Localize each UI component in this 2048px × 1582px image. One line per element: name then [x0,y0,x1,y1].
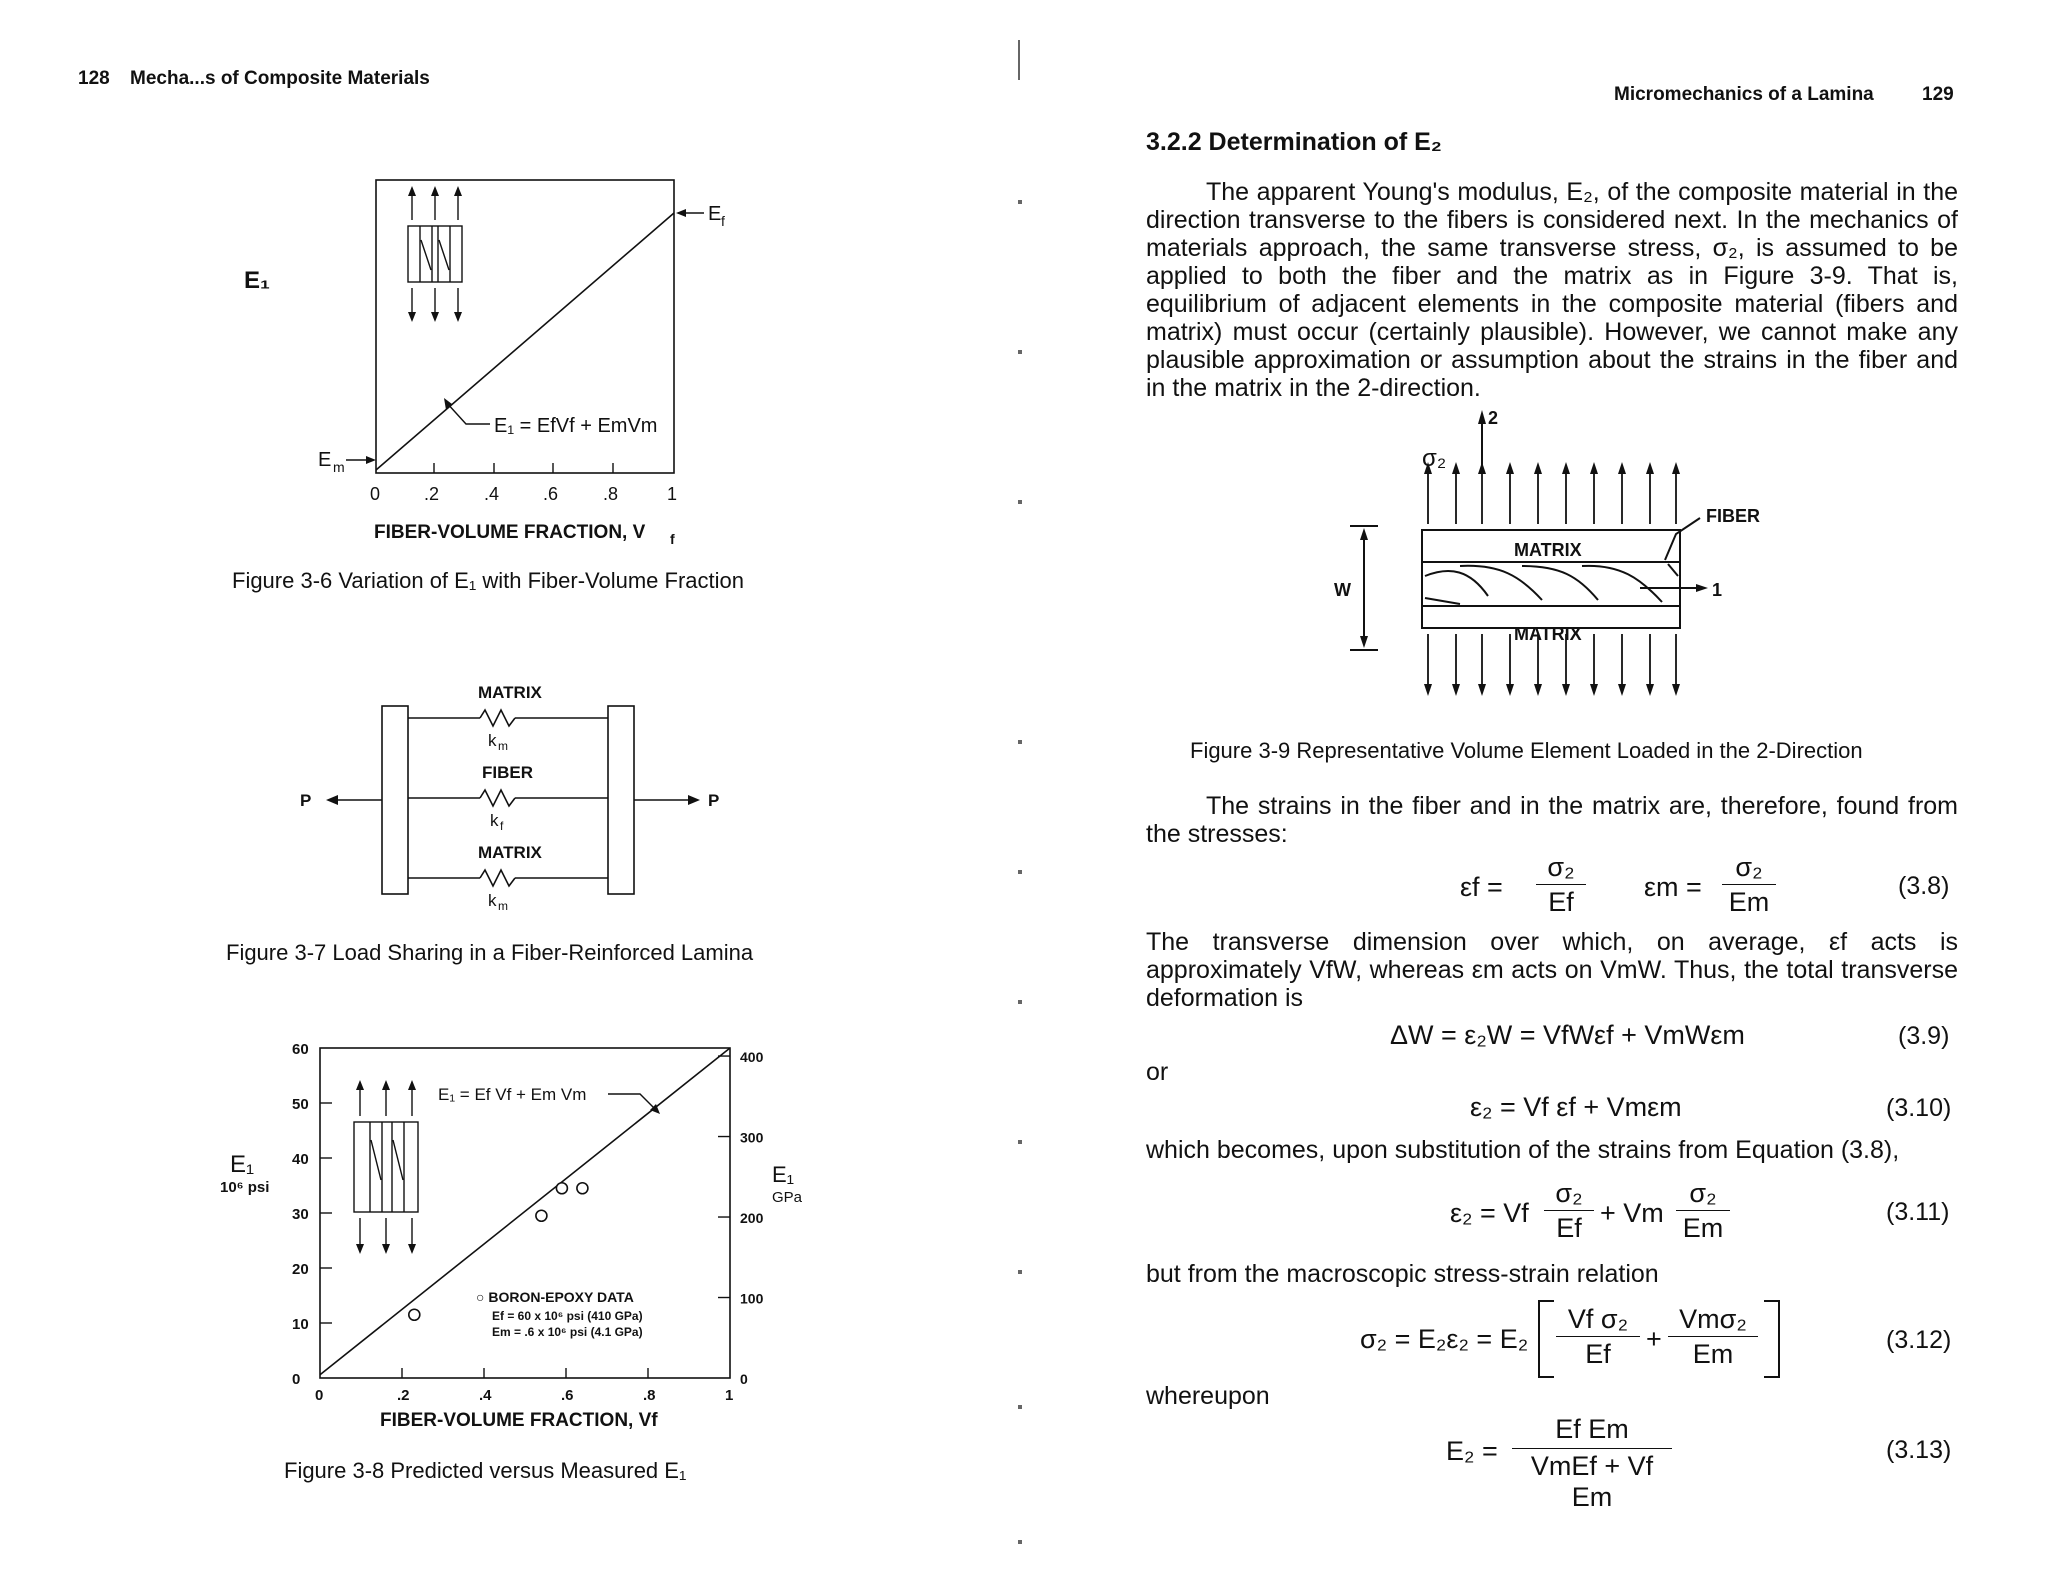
fig39-sigma-label: σ₂ [1422,445,1447,472]
section-title: 3.2.2 Determination of E₂ [1146,128,1442,156]
y-tick-label: 30 [292,1206,309,1223]
or-text: or [1146,1058,1169,1086]
eq311-den1: Ef [1544,1210,1594,1244]
eq38-num1: σ₂ [1547,852,1575,882]
eq310-number: (3.10) [1886,1094,1952,1122]
up-arrow [1590,462,1598,524]
up-arrow [1646,462,1654,524]
fig37-spring-bottom [480,870,515,886]
fig38-lamina-sketch [354,1086,418,1248]
fig36-ef-label: E [708,203,722,225]
fig36-tick-4: .8 [603,484,619,504]
data-point [409,1309,420,1320]
fig39-matrix-bottom: MATRIX [1514,624,1582,644]
data-point [577,1183,588,1194]
fig37-spring-top [480,710,515,726]
whereupon-text: whereupon [1146,1382,1270,1410]
figure-3-6-caption: Figure 3-6 Variation of E₁ with Fiber-Volume Fraction [232,568,745,593]
figure-3-6 [244,170,760,550]
fig39-w-label: W [1334,580,1351,600]
fig37-matrix-bottom: MATRIX [478,843,542,862]
x-tick-label: .8 [643,1387,656,1404]
x-tick-label: 0 [315,1387,324,1404]
y-tick-label: 50 [292,1096,309,1113]
fig37-kf-sub: f [500,819,504,833]
down-arrow [1646,634,1654,696]
eq38-number: (3.8) [1898,872,1950,900]
fig38-legend-title: ○ BORON-EPOXY DATA [476,1289,634,1305]
figure-3-7-caption: Figure 3-7 Load Sharing in a Fiber-Reinforced Lamina [226,940,754,965]
fig38-legend-em: Em = .6 x 10⁶ psi (4.1 GPa) [492,1325,643,1339]
eq312-lhs: σ₂ = E₂ε₂ = E₂ [1360,1324,1529,1354]
fig37-kf: k [490,811,499,830]
fig38-left-unit: 10⁶ psi [220,1179,270,1196]
left-running-header: Mecha...s of Composite Materials [130,68,430,89]
paragraph-1: The apparent Young's modulus, E₂, of the composite material in the direction transverse to the fibers is considered next. In the mechanics of materials approach, the same transverse stress, σ₂, is assumed to be applied to both the fiber and the matrix as in Figure 3-9. That is, equilibrium of adjacent elements in the composite material (fibers and matrix) must occur (certainly plausible). However, we cannot make any plausible approximation or assumption about the strains in the fiber and in the matrix in the 2-direction. [1146,178,1958,402]
down-arrow [1672,634,1680,696]
fig36-x-label-sub: f [670,531,675,547]
fig37-right-plate [608,706,634,894]
right-running-header: Micromechanics of a Lamina [1614,84,1874,105]
y2-tick-label: 200 [740,1210,764,1227]
fig38-legend-ef: Ef = 60 x 10⁶ psi (410 GPa) [492,1309,643,1323]
fig36-em-sub: m [333,459,345,475]
fig39-load-arrows [1424,462,1680,696]
fig39-fiber-label: FIBER [1706,506,1760,526]
fig37-matrix-top: MATRIX [478,683,542,702]
equation-3-8 [1460,852,1840,922]
eq38-den1: Ef [1536,884,1586,918]
fig36-tick-0: 0 [370,484,381,504]
up-arrow [1618,462,1626,524]
eq312-num1: Vf σ₂ [1567,1304,1629,1334]
fig36-tick-2: .4 [484,484,500,504]
paragraph-2: The strains in the fiber and in the matrix are, therefore, found from the stresses: [1146,792,1958,848]
fig36-tick-5: 1 [667,484,678,504]
eq38-lhs2: εm = [1644,872,1702,902]
eq38-lhs1: εf = [1460,872,1503,902]
fig36-x-ticks [434,463,613,473]
x-tick-label: 1 [725,1387,734,1404]
x-tick-label: .6 [561,1387,574,1404]
fig38-x-label: FIBER-VOLUME FRACTION, Vf [380,1410,658,1431]
eq312-den2: Em [1668,1336,1758,1370]
eq312-num2: Vmσ₂ [1679,1304,1747,1334]
fig38-right-unit: GPa [772,1189,803,1206]
equation-3-11 [1450,1178,1830,1248]
fig37-p-right: P [708,791,720,810]
figure-3-7 [290,670,750,920]
data-point [536,1210,547,1221]
up-arrow [1562,462,1570,524]
left-page [0,0,1010,1582]
fig39-axis2-label: 2 [1488,408,1499,428]
data-point [556,1183,567,1194]
eq312-left-bracket [1538,1300,1554,1378]
x-tick-label: .4 [479,1387,492,1404]
down-arrow [1618,634,1626,696]
fig38-right-label: E₁ [772,1162,795,1187]
eq311-den2: Em [1676,1210,1730,1244]
down-arrow [1506,634,1514,696]
up-arrow [1452,462,1460,524]
left-page-number: 128 [78,68,110,89]
fig38-left-label: E₁ [230,1151,255,1178]
fig36-formula: E₁ = EfVf + EmVm [494,415,658,437]
eq311-num2: σ₂ [1689,1178,1717,1208]
up-arrow [1534,462,1542,524]
fig37-p-left: P [300,791,312,810]
fig37-km-top-sub: m [498,739,508,753]
fig37-km-bottom: k [488,891,497,910]
eq312-plus: + [1646,1324,1662,1354]
eq38-den2: Em [1722,884,1776,918]
fig36-tick-1: .2 [424,484,440,504]
fig39-matrix-top: MATRIX [1514,540,1582,560]
fig37-km-top: k [488,731,497,750]
equation-3-9: ΔW = ε₂W = VfWεf + VmWεm [1390,1020,1745,1050]
eq311-num1: σ₂ [1555,1178,1583,1208]
down-arrow [1424,634,1432,696]
figure-3-9-caption: Figure 3-9 Representative Volume Element Loaded in the 2-Direction [1190,738,1863,763]
up-arrow [1672,462,1680,524]
y-tick-label: 0 [292,1371,301,1388]
eq311-lhs: ε₂ = Vf [1450,1198,1529,1228]
fig36-y-label: E₁ [244,267,270,294]
y-tick-label: 60 [292,1041,309,1058]
eq312-den1: Ef [1556,1336,1640,1370]
right-page [1010,0,2048,1582]
y-tick-label: 40 [292,1151,309,1168]
paragraph-4: which becomes, upon substitution of the strains from Equation (3.8), [1146,1136,1900,1164]
y-tick-label: 10 [292,1316,309,1333]
y2-tick-label: 0 [740,1371,748,1387]
fig36-ef-sub: f [721,213,725,229]
up-arrow [1506,462,1514,524]
eq38-num2: σ₂ [1735,852,1763,882]
eq313-num: Ef Em [1555,1414,1629,1444]
figure-3-8-caption: Figure 3-8 Predicted versus Measured E₁ [284,1458,687,1483]
eq39-number: (3.9) [1898,1022,1950,1050]
paragraph-3: The transverse dimension over which, on average, εf acts is approximately VfW, whereas εm acts on VmW. Thus, the total transverse deformation is [1146,928,1958,1012]
y-tick-label: 20 [292,1261,309,1278]
fig37-spring-mid [480,790,515,806]
fig39-axis1-label: 1 [1712,580,1723,600]
eq311-number: (3.11) [1886,1198,1950,1226]
equation-3-12 [1360,1300,1840,1378]
fig36-x-label: FIBER-VOLUME FRACTION, V [374,522,646,543]
equation-3-10: ε₂ = Vf εf + Vmεm [1470,1092,1682,1122]
down-arrow [1590,634,1598,696]
fig36-em-label: E [318,449,332,471]
fig37-left-plate [382,706,408,894]
down-arrow [1452,634,1460,696]
fig39-fiber-curve [1425,571,1488,596]
paragraph-5: but from the macroscopic stress-strain relation [1146,1260,1659,1288]
equation-3-13 [1446,1414,1826,1512]
eq312-right-bracket [1764,1300,1780,1378]
fig38-formula: E₁ = Ef Vf + Em Vm [438,1085,587,1104]
fig37-km-bottom-sub: m [498,899,508,913]
y2-tick-label: 300 [740,1129,764,1146]
fig36-lamina-sketch [408,192,462,316]
y2-tick-label: 400 [740,1049,764,1066]
x-tick-label: .2 [397,1387,410,1404]
eq312-number: (3.12) [1886,1326,1952,1354]
down-arrow [1478,634,1486,696]
figure-3-8-chart [220,1030,820,1450]
fig36-tick-3: .6 [543,484,559,504]
figure-3-9 [1310,398,1910,728]
right-page-number: 129 [1922,84,1954,105]
eq311-mid: + Vm [1600,1198,1664,1228]
eq313-den: VmEf + Vf Em [1512,1448,1672,1513]
y2-tick-label: 100 [740,1290,764,1307]
up-arrow [1478,462,1486,524]
eq313-lhs: E₂ = [1446,1436,1498,1466]
eq313-number: (3.13) [1886,1436,1952,1464]
fig37-fiber: FIBER [482,763,533,782]
